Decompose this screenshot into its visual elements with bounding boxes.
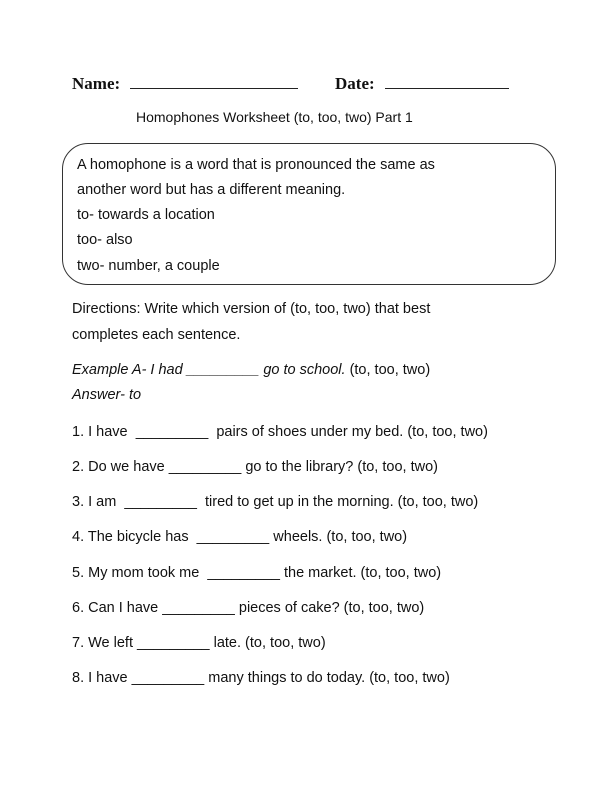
answer-blank[interactable]: _________ <box>135 424 209 440</box>
answer-blank[interactable]: _________ <box>137 635 210 651</box>
answer-blank[interactable]: _________ <box>131 670 205 686</box>
name-label: Name: <box>72 74 121 93</box>
directions-line-2: completes each sentence. <box>72 327 241 343</box>
name-field[interactable] <box>130 74 298 89</box>
answer-blank[interactable]: _________ <box>196 529 270 545</box>
question-1 <box>72 424 488 440</box>
name-row <box>72 74 298 94</box>
question-prefix: 7. We left <box>72 635 138 651</box>
definition-box <box>62 143 556 285</box>
example-options: (to, too, two) <box>345 362 431 378</box>
answer-blank[interactable]: _________ <box>168 459 242 475</box>
question-suffix: go to the library? (to, too, two) <box>241 459 438 475</box>
page-title: Homophones Worksheet (to, too, two) Part 1 <box>136 109 413 125</box>
question-3 <box>72 494 478 510</box>
date-row <box>335 74 509 94</box>
answer-blank[interactable]: _________ <box>207 565 280 581</box>
date-label: Date: <box>335 74 375 93</box>
question-suffix: pairs of shoes under my bed. (to, too, two) <box>208 424 488 440</box>
answer-blank[interactable]: _________ <box>162 600 235 616</box>
question-prefix: 8. I have <box>72 670 132 686</box>
question-prefix: 5. My mom took me <box>72 565 208 581</box>
definition-line: to- towards a location <box>77 207 215 223</box>
question-suffix: the market. (to, too, two) <box>279 565 442 581</box>
question-prefix: 6. Can I have <box>72 600 163 616</box>
date-field[interactable] <box>385 74 509 89</box>
question-4 <box>72 529 407 545</box>
directions-line-1: Directions: Write which version of (to, too, two) that best <box>72 301 431 317</box>
definition-line: too- also <box>77 232 133 248</box>
question-suffix: tired to get up in the morning. (to, too, two) <box>196 494 479 510</box>
question-suffix: late. (to, too, two) <box>209 635 326 651</box>
question-suffix: wheels. (to, too, two) <box>269 529 408 545</box>
question-prefix: 2. Do we have <box>72 459 169 475</box>
answer-blank[interactable]: _________ <box>124 494 197 510</box>
question-5 <box>72 565 441 581</box>
question-suffix: pieces of cake? (to, too, two) <box>234 600 425 616</box>
definition-line: two- number, a couple <box>77 258 220 274</box>
question-8 <box>72 670 450 686</box>
question-prefix: 3. I am <box>72 494 125 510</box>
definition-line: another word but has a different meaning. <box>77 182 346 198</box>
question-2 <box>72 459 438 475</box>
question-suffix: many things to do today. (to, too, two) <box>204 670 450 686</box>
question-6 <box>72 600 424 616</box>
question-prefix: 1. I have <box>72 424 136 440</box>
example-prefix: Example A- I had <box>72 362 183 378</box>
question-prefix: 4. The bicycle has <box>72 529 197 545</box>
definition-line: A homophone is a word that is pronounced the same as <box>77 157 435 173</box>
example-blank: _________ <box>186 362 260 378</box>
example-answer: Answer- to <box>72 387 142 403</box>
example-line <box>72 362 430 378</box>
question-7 <box>72 635 326 651</box>
example-suffix: go to school. <box>259 362 346 378</box>
